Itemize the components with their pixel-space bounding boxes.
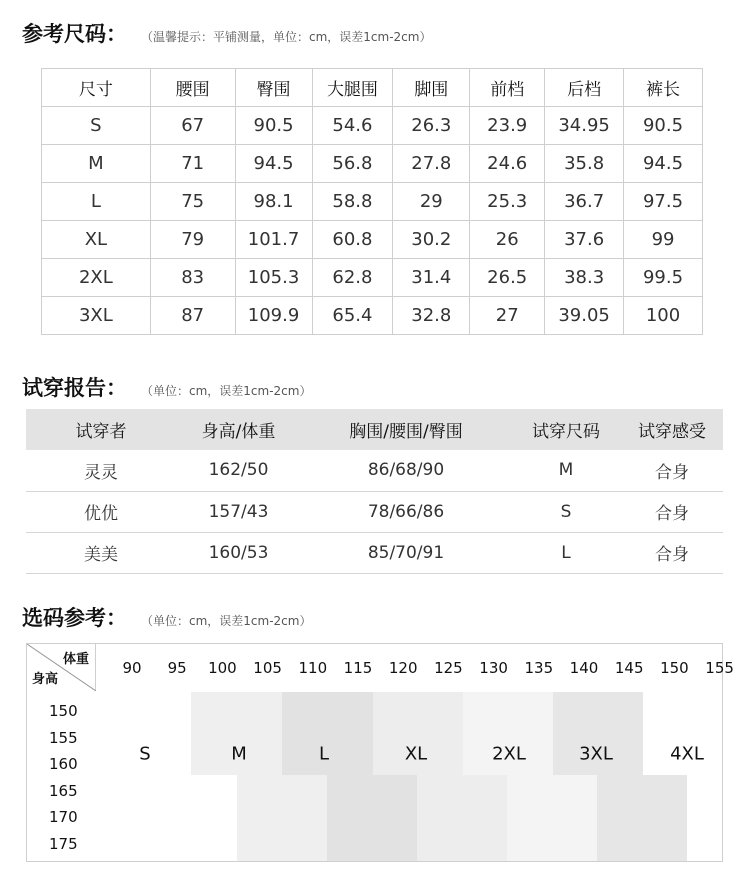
corner-cell bbox=[27, 644, 96, 691]
height-tick-label: 155 bbox=[49, 728, 78, 747]
trial-cell: S bbox=[511, 491, 621, 532]
corner-weight-label: 体重 bbox=[62, 652, 89, 667]
table-row bbox=[26, 491, 723, 532]
height-tick-label: 160 bbox=[49, 755, 78, 773]
size-cell: 100 bbox=[624, 297, 703, 335]
size-cell: 94.5 bbox=[235, 145, 312, 183]
size-band-label: 4XL bbox=[670, 743, 704, 765]
trial-section-note: （单位：cm，误差1cm-2cm） bbox=[141, 384, 312, 398]
size-cell: 54.6 bbox=[312, 107, 393, 145]
trial-cell: 合身 bbox=[621, 532, 723, 573]
size-band-lower bbox=[507, 775, 597, 861]
table-row bbox=[42, 221, 703, 259]
weight-tick-label: 130 bbox=[479, 659, 508, 677]
size-cell: 94.5 bbox=[624, 145, 703, 183]
size-cell: 101.7 bbox=[235, 221, 312, 259]
weight-tick-label: 150 bbox=[660, 659, 689, 677]
size-cell: 27 bbox=[470, 297, 545, 335]
size-cell: 99.5 bbox=[624, 259, 703, 297]
size-table bbox=[41, 68, 703, 335]
size-section-title: 参考尺码： bbox=[22, 22, 127, 46]
size-cell: 75 bbox=[150, 183, 235, 221]
trial-header-cell: 试穿感受 bbox=[621, 409, 723, 450]
size-cell: 58.8 bbox=[312, 183, 393, 221]
size-cell: 26 bbox=[470, 221, 545, 259]
size-cell: 79 bbox=[150, 221, 235, 259]
size-cell: L bbox=[42, 183, 151, 221]
trial-cell: 162/50 bbox=[176, 450, 301, 491]
trial-cell: 85/70/91 bbox=[301, 532, 511, 573]
height-tick-label: 165 bbox=[49, 781, 78, 800]
size-header-cell: 前档 bbox=[470, 69, 545, 107]
size-cell: 90.5 bbox=[624, 107, 703, 145]
size-header-cell: 大腿围 bbox=[312, 69, 393, 107]
table-row bbox=[42, 107, 703, 145]
table-row bbox=[42, 259, 703, 297]
size-cell: M bbox=[42, 145, 151, 183]
size-section-note: （温馨提示：平铺测量，单位：cm，误差1cm-2cm） bbox=[141, 30, 432, 44]
size-cell: 37.6 bbox=[545, 221, 624, 259]
weight-tick-label: 90 bbox=[122, 659, 142, 677]
size-cell: 23.9 bbox=[470, 107, 545, 145]
size-cell: 97.5 bbox=[624, 183, 703, 221]
size-header-cell: 裤长 bbox=[624, 69, 703, 107]
size-cell: XL bbox=[42, 221, 151, 259]
table-row bbox=[26, 532, 723, 573]
size-cell: 99 bbox=[624, 221, 703, 259]
trial-cell: L bbox=[511, 532, 621, 573]
trial-cell: 160/53 bbox=[176, 532, 301, 573]
size-header-cell: 脚围 bbox=[393, 69, 470, 107]
size-cell: 32.8 bbox=[393, 297, 470, 335]
size-cell: 26.5 bbox=[470, 259, 545, 297]
weight-tick-label: 145 bbox=[614, 659, 644, 677]
weight-tick-label: 115 bbox=[343, 659, 373, 677]
trial-cell: 合身 bbox=[621, 450, 723, 491]
size-header-cell: 腰围 bbox=[150, 69, 235, 107]
table-row bbox=[26, 450, 723, 491]
height-tick-label: 175 bbox=[49, 834, 78, 853]
size-band-label: S bbox=[139, 743, 151, 765]
trial-header-cell: 胸围/腰围/臀围 bbox=[301, 409, 511, 450]
size-table-body bbox=[42, 107, 703, 335]
corner-height-label: 身高 bbox=[32, 672, 59, 687]
table-row bbox=[42, 297, 703, 335]
weight-tick-label: 110 bbox=[298, 659, 328, 677]
size-cell: 39.05 bbox=[545, 297, 624, 335]
height-tick-label: 150 bbox=[49, 702, 78, 720]
size-header-cell: 后档 bbox=[545, 69, 624, 107]
size-band-lower bbox=[237, 775, 327, 861]
trial-cell: 78/66/86 bbox=[301, 491, 511, 532]
size-band-lower bbox=[327, 775, 417, 861]
trial-cell: M bbox=[511, 450, 621, 491]
weight-tick-label: 125 bbox=[434, 659, 463, 677]
weight-tick-label: 140 bbox=[569, 659, 599, 677]
size-band-lower bbox=[687, 775, 722, 861]
weight-tick-label: 105 bbox=[253, 659, 282, 677]
trial-cell: 86/68/90 bbox=[301, 450, 511, 491]
size-band-label: XL bbox=[404, 743, 428, 765]
trial-header-cell: 试穿尺码 bbox=[511, 409, 621, 450]
size-cell: 90.5 bbox=[235, 107, 312, 145]
trial-cell: 灵灵 bbox=[26, 450, 176, 491]
weight-tick-label: 155 bbox=[705, 659, 734, 677]
table-row bbox=[42, 145, 703, 183]
size-band-label: 3XL bbox=[579, 743, 613, 765]
weight-tick-label: 135 bbox=[524, 659, 554, 677]
size-cell: 56.8 bbox=[312, 145, 393, 183]
size-cell: 60.8 bbox=[312, 221, 393, 259]
table-row bbox=[42, 183, 703, 221]
trial-table-body bbox=[26, 450, 723, 573]
size-cell: 105.3 bbox=[235, 259, 312, 297]
size-cell: 2XL bbox=[42, 259, 151, 297]
size-cell: 30.2 bbox=[393, 221, 470, 259]
trial-header-cell: 试穿者 bbox=[26, 409, 176, 450]
trial-section-title-wrap bbox=[22, 372, 311, 402]
size-band-lower bbox=[417, 775, 507, 861]
trial-cell: 美美 bbox=[26, 532, 176, 573]
size-band-label: 2XL bbox=[492, 743, 526, 765]
size-cell: 87 bbox=[150, 297, 235, 335]
trial-cell: 合身 bbox=[621, 491, 723, 532]
trial-cell: 优优 bbox=[26, 491, 176, 532]
size-cell: S bbox=[42, 107, 151, 145]
size-cell: 67 bbox=[150, 107, 235, 145]
size-cell: 3XL bbox=[42, 297, 151, 335]
weight-tick-label: 100 bbox=[208, 659, 237, 677]
select-section-note: （单位：cm，误差1cm-2cm） bbox=[141, 614, 312, 628]
size-cell: 62.8 bbox=[312, 259, 393, 297]
size-cell: 36.7 bbox=[545, 183, 624, 221]
size-cell: 71 bbox=[150, 145, 235, 183]
size-band-label: M bbox=[231, 743, 247, 765]
size-cell: 65.4 bbox=[312, 297, 393, 335]
trial-table-header bbox=[26, 409, 723, 450]
size-table-header bbox=[42, 69, 703, 107]
size-header-cell: 尺寸 bbox=[42, 69, 151, 107]
size-cell: 83 bbox=[150, 259, 235, 297]
size-header-cell: 臀围 bbox=[235, 69, 312, 107]
size-band-label: L bbox=[318, 743, 330, 765]
height-tick-label: 170 bbox=[49, 808, 78, 826]
size-cell: 26.3 bbox=[393, 107, 470, 145]
size-cell: 34.95 bbox=[545, 107, 624, 145]
size-cell: 35.8 bbox=[545, 145, 624, 183]
size-band-lower bbox=[97, 775, 237, 861]
size-cell: 27.8 bbox=[393, 145, 470, 183]
size-selection-chart bbox=[26, 643, 734, 862]
size-cell: 25.3 bbox=[470, 183, 545, 221]
size-cell: 31.4 bbox=[393, 259, 470, 297]
size-section-title-wrap bbox=[22, 18, 431, 48]
select-section-title: 选码参考： bbox=[22, 606, 127, 630]
size-cell: 109.9 bbox=[235, 297, 312, 335]
size-band-lower bbox=[597, 775, 687, 861]
trial-cell: 157/43 bbox=[176, 491, 301, 532]
weight-tick-label: 95 bbox=[167, 659, 187, 677]
trial-table bbox=[26, 409, 723, 574]
size-cell: 24.6 bbox=[470, 145, 545, 183]
select-section-title-wrap bbox=[22, 602, 311, 632]
size-cell: 38.3 bbox=[545, 259, 624, 297]
weight-tick-label: 120 bbox=[388, 659, 418, 677]
trial-header-cell: 身高/体重 bbox=[176, 409, 301, 450]
size-cell: 29 bbox=[393, 183, 470, 221]
trial-section-title: 试穿报告： bbox=[22, 376, 127, 400]
size-cell: 98.1 bbox=[235, 183, 312, 221]
